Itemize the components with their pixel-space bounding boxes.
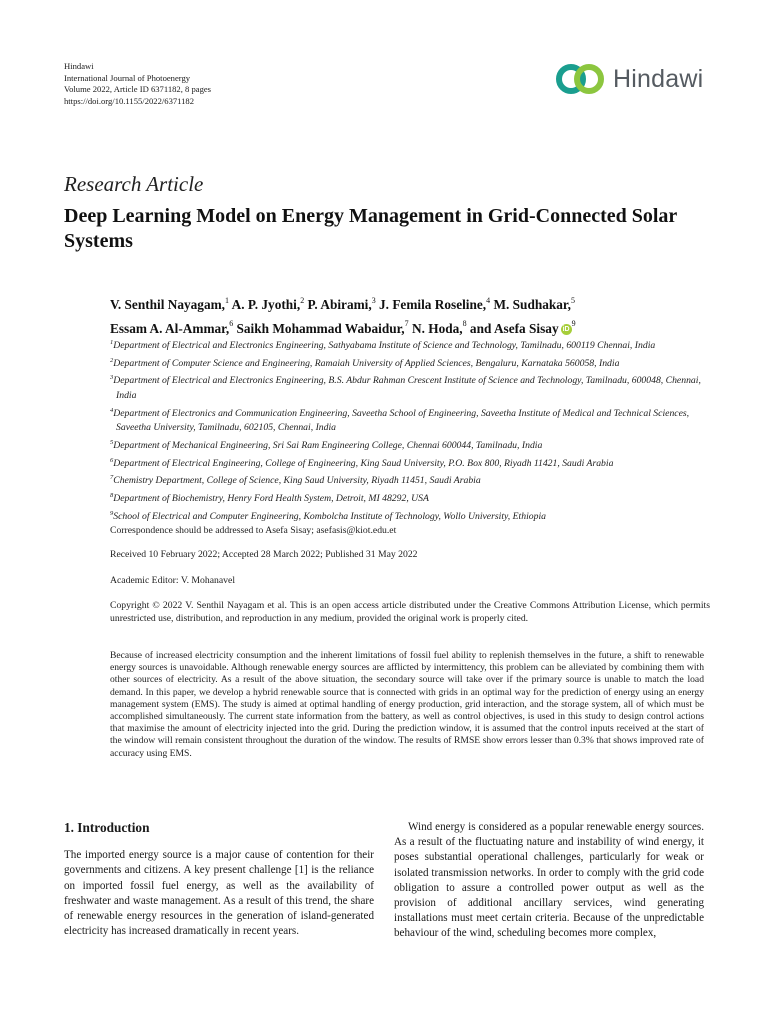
- author: and Asefa Sisay $iD^9$: [469, 319, 576, 336]
- journal-metadata: [64, 61, 211, 107]
- hindawi-logo-icon: [555, 61, 607, 97]
- author: N. Hoda,$^8$: [411, 319, 467, 336]
- author: J. Femila Roseline,$^4$: [379, 296, 491, 313]
- volume-info: Volume 2022, Article ID 6371182, 8 pages: [64, 84, 212, 95]
- affiliation: $^2$Department of Computer Science and Engineering, Ramaiah University of Applied Sciences, Bengaluru, Karnataka 560058, India: [110, 356, 620, 369]
- author: Essam A. Al-Ammar,$^6$: [110, 319, 234, 336]
- author-list: [110, 292, 710, 339]
- affiliation: $^3$Department of Electrical and Electronics Engineering, B.S. Abdur Rahman Crescent Institute of Science and Technology, Tamilnadu, 600048, Chennai, India: [110, 374, 701, 402]
- affiliation: $^8$Department of Biochemistry, Henry Ford Health System, Detroit, MI 48292, USA: [110, 492, 429, 505]
- author: M. Sudhakar,$^5$: [493, 296, 575, 313]
- copyright-notice: Copyright © 2022 V. Senthil Nayagam et al. This is an open access article distributed under the Creative Commons Attribution License, which permits unrestricted use, distribution, and reproduction in any medium, provided the original work is properly cited.: [110, 600, 710, 624]
- intro-paragraph-right: Wind energy is considered as a popular renewable energy sources. As a result of the fluctuating nature and instability of wind energy, it poses substantial operational challenges, particularly for weak or isolated transmission networks. In order to comply with the grid code obligation to assure a controlled power output as well as the provision of additional ancillary services, wind generating installations must meet certain criteria. Because of the unpredictable behaviour of the wind, scheduling becomes more complex,: [394, 821, 704, 940]
- hindawi-logo-text: Hindawi: [613, 64, 704, 93]
- right-column: [394, 820, 704, 942]
- affiliation: $^7$Chemistry Department, College of Science, King Saud University, Riyadh 11451, Saudi Arabia: [110, 474, 481, 487]
- article-type: Research Article: [64, 172, 204, 196]
- author: V. Senthil Nayagam,$^1$: [110, 296, 230, 313]
- affiliation: $^6$Department of Electrical Engineering, College of Engineering, King Saud University, P.O. Box 800, Riyadh 11421, Saudi Arabia: [110, 456, 614, 469]
- journal-name: International Journal of Photoenergy: [64, 72, 191, 83]
- doi-link[interactable]: https://doi.org/10.1155/2022/6371182: [64, 95, 195, 106]
- article-title: Deep Learning Model on Energy Management in Grid-Connected Solar Systems: [64, 205, 677, 252]
- left-column: [64, 820, 374, 939]
- section-heading: 1. Introduction: [64, 820, 150, 835]
- academic-editor: Academic Editor: V. Mohanavel: [110, 575, 236, 586]
- hindawi-logo: [555, 61, 703, 97]
- orcid-icon[interactable]: iD: [562, 326, 570, 334]
- publication-dates: Received 10 February 2022; Accepted 28 March 2022; Published 31 May 2022: [110, 549, 418, 560]
- intro-paragraph-left: The imported energy source is a major cause of contention for their governments and citizens. A key present challenge [1] is the reliance on imported fossil fuel energy, as well as the availability of freshwater and waste management. As a result of this trend, the share of renewable energy resources in the generation of island-generated electricity has increased dramatically in recent years.: [64, 849, 374, 938]
- affiliation: $^5$Department of Mechanical Engineering, Sri Sai Ram Engineering College, Chennai 600044, Tamilnadu, India: [110, 438, 543, 452]
- correspondence-note: Correspondence should be addressed to Asefa Sisay; asefasis@kiot.edu.et: [110, 525, 397, 536]
- abstract: Because of increased electricity consumption and the inherent limitations of fossil fuel ability to replenish themselves in the future, a shift to renewable energy sources is unavoidable. Although renewable energy sources are afflicted by intermittency, this problem can be alleviated by combining them with other sources of electricity. As a result of the above situation, the secondary source will take over if the primary source is unable to match the load demand. In this paper, we develop a hybrid renewable source that is connected with grids in an optimal way for the prediction of energy using an energy management system (EMS). The study is aimed at optimal handling of energy production, grid interaction, and the storage system, all of which must be accomplished simultaneously. The current state information from the battery, as well as control objectives, is used in this study to design control actions that maximise the amount of electricity injected into the grid. During the prediction window, it is assumed that the control inputs received at the start of the window will remain consistent throughout the duration of the window. The results of RMSE show errors lesser than 0.3% that shows improved rate of accuracy using EMS.: [110, 650, 704, 759]
- affiliation: $^9$School of Electrical and Computer Engineering, Kombolcha Institute of Technology, Wollo University, Ethiopia: [110, 509, 547, 523]
- author: Saikh Mohammad Wabaidur,$^7$: [236, 319, 409, 336]
- author: P. Abirami,$^3$: [307, 296, 376, 313]
- affiliation: $^1$Department of Electrical and Electronics Engineering, Sathyabama Institute of Science and Technology, Tamilnadu, 600119 Chennai, India: [110, 339, 656, 352]
- affiliation-list: [110, 336, 710, 525]
- author: A. P. Jyothi,$^2$: [231, 296, 305, 313]
- affiliation: $^4$Department of Electronics and Communication Engineering, Saveetha School of Engineering, Saveetha Institute of Medical and Technical Sciences, Saveetha University, Tamilnadu, 602105, Chennai, India: [110, 406, 690, 434]
- publisher-name: Hindawi: [64, 61, 94, 71]
